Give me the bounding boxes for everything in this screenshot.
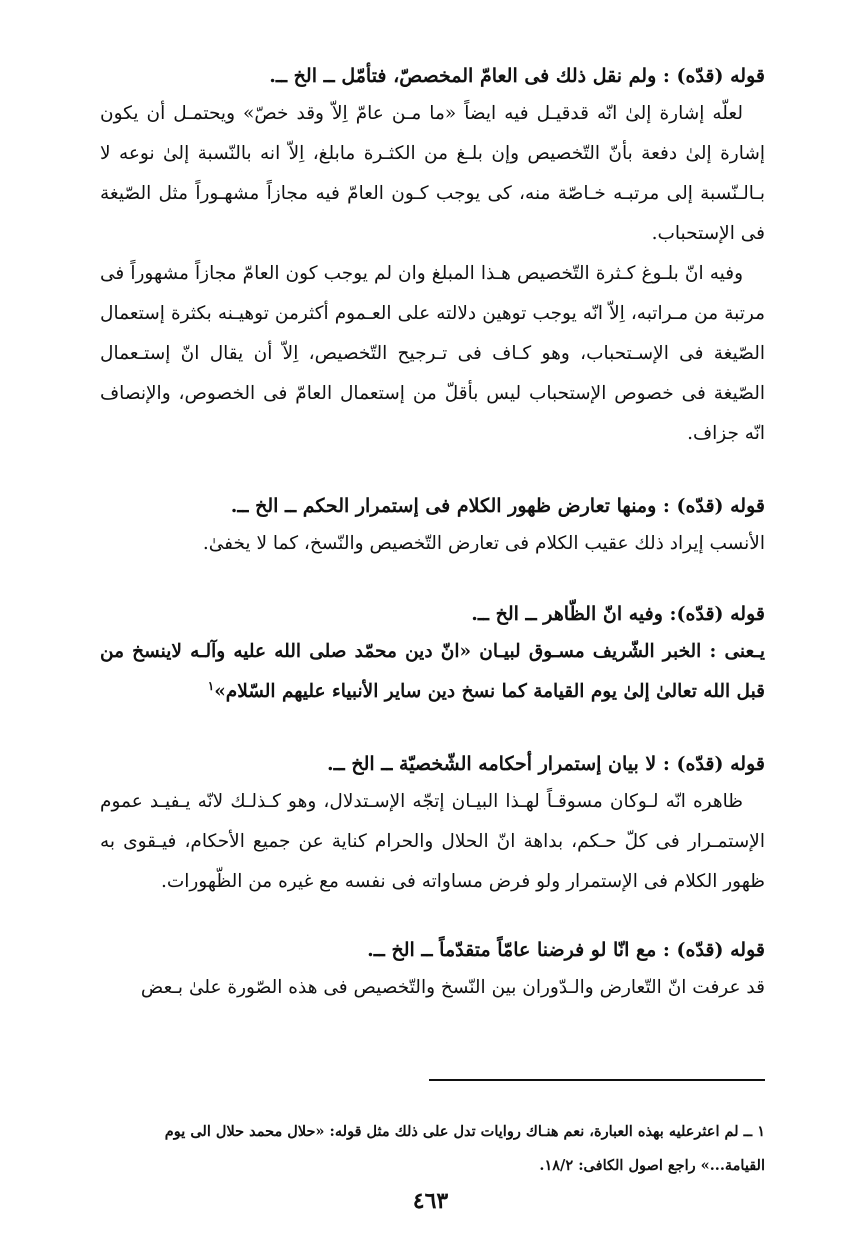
footnote-divider — [429, 1079, 765, 1081]
section-heading: قوله (قدّه) : مع انّا لو فرضنا عامّاً متقدّماً ــ الخ ــ. — [367, 939, 765, 961]
section-prior-general — [100, 932, 765, 1008]
section-heading: قوله (قدّه) : ولم نقل ذلك فى العامّ المخصصّ، فتأمّل ــ الخ ــ. — [269, 65, 765, 87]
commentary-paragraph: وفيه انّ بلـوغ كـثرة التّخصيص هـذا المبلغ وان لم يوجب كون العامّ مجازاً مشهوراً فى مرتبة من مـراتبه، اِلاّ انّه يوجب توهين دلالته على العـموم أكثرمن توهيـنه بكثرة إستعمال الصّيغة فى الإسـتحباب، وهو كـاف فى تـرجيح التّخصيص، اِلاّ أن يقال انّ إستـعمال الصّيغة فى خصوص الإستحباب ليس بأقلّ من إستعمال العامّ فى الخصوص، والإنصاف انّه جزاف. — [100, 263, 765, 444]
commentary-paragraph: لعلّه إشارة إلىٰ انّه قدقيـل فيه ايضاً «ما مـن عامّ اِلاّ وقد خصّ» ويحتمـل أن يكون إشارة إلىٰ دفعة بأنّ التّخصيص وإن بلـغ من الكثـرة مابلغ، اِلاّ انه بالنّسبة إلىٰ نوعه لا بـالـنّسبة إلى مرتبـه خـاصّة منه، كى يوجب كـون العامّ فيه مجازاً مشهـوراً مثل الصّيغة فى الإستحباب. — [100, 103, 765, 244]
section-general-specification — [100, 58, 765, 454]
quoted-hadith-text: يـعنى : الخبر الشّريف مسـوق لبيـان «انّ دين محمّد صلى الله عليه وآلـه لاينسخ من قبل الله تعالىٰ إلىٰ يوم القيامة كما نسخ دين ساير الأنبياء عليهم السّلام» — [100, 641, 765, 702]
section-heading: قوله (قدّه) : لا بيان إستمرار أحكامه الشّخصيّة ــ الخ ــ. — [326, 753, 765, 775]
commentary-paragraph: ظاهره انّه لـوكان مسوقـاً لهـذا البيـان إتجّه الإسـتدلال، وهو كـذلـك لانّه يـفيـد عموم الإستمـرار فى كلّ حـكم، بداهة انّ الحلال والحرام كناية عن جميع الأحكام، فيـقوى به ظهور الكلام فى الإستمرار ولو فرض مساواته فى نفسه مع غيره من الظّهورات. — [100, 791, 765, 892]
commentary-paragraph — [100, 632, 765, 712]
section-heading: قوله (قدّه) : ومنها تعارض ظهور الكلام فى إستمرار الحكم ــ الخ ــ. — [230, 495, 765, 517]
section-continuity-of-ruling — [100, 488, 765, 564]
commentary-paragraph: قد عرفت انّ التّعارض والـدّوران بين النّسخ والتّخصيص فى هذه الصّورة علىٰ بـعض — [140, 977, 765, 998]
section-personal-rulings — [100, 746, 765, 902]
page-number: ٤٦٣ — [412, 1188, 449, 1214]
section-apparent-meaning — [100, 596, 765, 712]
footnote: ١ ــ لم اعثرعليه بهذه العبارة، نعم هنـاك روايات تدل على ذلك مثل قوله: «حلال محمد حلال الى يوم القيامة...» راجع اصول الكافى: ١٨/٢. — [164, 1122, 765, 1174]
footnote-marker[interactable]: ١ — [207, 678, 215, 693]
commentary-paragraph: الأنسب إيراد ذلك عقيب الكلام فى تعارض التّخصيص والنّسخ، كما لا يخفىٰ. — [202, 533, 765, 554]
section-heading: قوله (قدّه): وفيه انّ الظّاهر ــ الخ ــ. — [471, 603, 765, 625]
